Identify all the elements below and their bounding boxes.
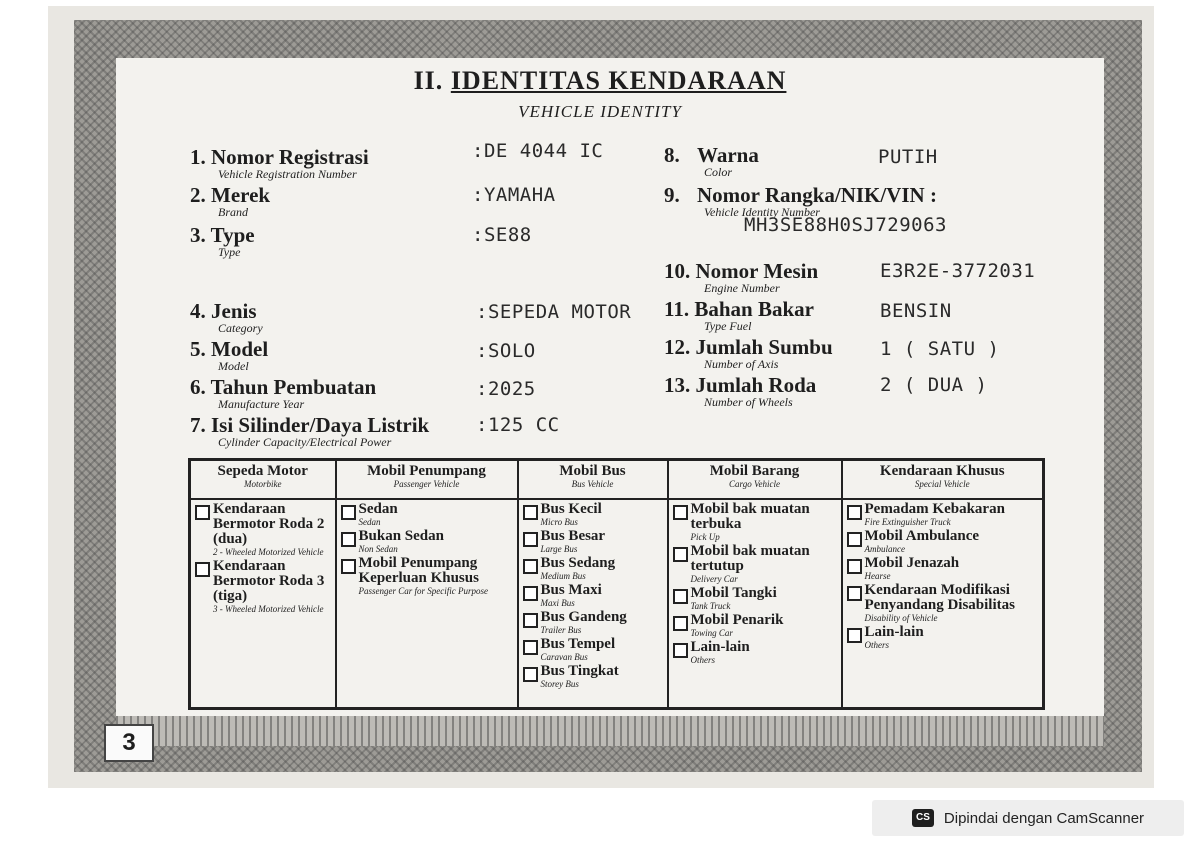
- field-label-en: Model: [218, 359, 249, 373]
- checkbox[interactable]: [195, 505, 210, 520]
- bus-options: [518, 499, 668, 709]
- option-hearse: Mobil Jenazah Hearse: [847, 556, 1039, 581]
- option-large-bus: Bus Besar Large Bus: [523, 529, 663, 554]
- section-subtitle: VEHICLE IDENTITY: [518, 102, 682, 121]
- option-sedan: Sedan Sedan: [341, 502, 513, 527]
- header-bus-vehicle: Mobil Bus Bus Vehicle: [518, 460, 668, 500]
- field-number-of-axis: [664, 336, 833, 370]
- field-number: 6.: [190, 375, 206, 399]
- field-vin: [664, 184, 937, 218]
- checkbox[interactable]: [341, 532, 356, 547]
- field-number: 2.: [190, 183, 206, 207]
- cylinder-capacity-value: :125 CC: [476, 414, 560, 436]
- number-of-wheels-value: 2 ( DUA ): [880, 374, 988, 396]
- checkbox[interactable]: [195, 562, 210, 577]
- field-label-en: Manufacture Year: [218, 397, 305, 411]
- checkbox[interactable]: [341, 505, 356, 520]
- field-label: Model: [211, 337, 269, 361]
- option-special-others: Lain-lain Others: [847, 625, 1039, 650]
- field-registration-number: [190, 146, 369, 180]
- field-number: 3.: [190, 223, 206, 247]
- engine-number-value: E3R2E-3772031: [880, 260, 1036, 282]
- field-label: Bahan Bakar: [694, 297, 814, 321]
- checkbox[interactable]: [523, 505, 538, 520]
- field-category: [190, 300, 263, 334]
- number-of-axis-value: 1 ( SATU ): [880, 338, 1000, 360]
- header-passenger-vehicle: Mobil Penumpang Passenger Vehicle: [336, 460, 518, 500]
- field-manufacture-year: [190, 376, 376, 410]
- option-ambulance: Mobil Ambulance Ambulance: [847, 529, 1039, 554]
- option-2-wheeled: Kendaraan Bermotor Roda 2 (dua) 2 - Wheeled Motorized Vehicle: [195, 502, 331, 557]
- checkbox[interactable]: [847, 559, 862, 574]
- field-fuel-type: [664, 298, 814, 332]
- option-delivery-car: Mobil bak muatan tertutup Delivery Car: [673, 544, 837, 584]
- field-label: Tahun Pembuatan: [210, 375, 377, 399]
- field-label: Nomor Registrasi: [211, 145, 369, 169]
- field-label-en: Engine Number: [704, 281, 780, 295]
- field-label: Isi Silinder/Daya Listrik: [211, 413, 430, 437]
- checkbox[interactable]: [673, 589, 688, 604]
- cargo-options: [668, 499, 842, 709]
- field-label-en: Number of Axis: [704, 357, 779, 371]
- brand-value: :YAMAHA: [472, 184, 556, 206]
- checkbox[interactable]: [847, 586, 862, 601]
- passenger-options: [336, 499, 518, 709]
- camscanner-icon: CS: [912, 809, 934, 827]
- field-label-en: Type Fuel: [704, 319, 752, 333]
- table-options-row: [190, 499, 1044, 709]
- field-label-en: Vehicle Registration Number: [218, 167, 357, 181]
- special-options: [842, 499, 1044, 709]
- checkbox[interactable]: [341, 559, 356, 574]
- vin-value: MH3SE88H0SJ729063: [744, 214, 947, 236]
- field-number: 5.: [190, 337, 206, 361]
- field-label-en: Color: [704, 165, 733, 179]
- option-maxi-bus: Bus Maxi Maxi Bus: [523, 583, 663, 608]
- field-label-en: Cylinder Capacity/Electrical Power: [218, 435, 392, 449]
- option-cargo-others: Lain-lain Others: [673, 640, 837, 665]
- option-towing-car: Mobil Penarik Towing Car: [673, 613, 837, 638]
- field-label-en: Type: [218, 245, 241, 259]
- header-motorbike: Sepeda Motor Motorbike: [190, 460, 336, 500]
- field-type: [190, 224, 255, 258]
- checkbox[interactable]: [847, 505, 862, 520]
- guilloche-bottom-band: [116, 716, 1104, 746]
- option-micro-bus: Bus Kecil Micro Bus: [523, 502, 663, 527]
- field-number-of-wheels: [664, 374, 816, 408]
- option-caravan-bus: Bus Tempel Caravan Bus: [523, 637, 663, 662]
- field-label: Jenis: [211, 299, 257, 323]
- option-pick-up: Mobil bak muatan terbuka Pick Up: [673, 502, 837, 542]
- field-engine-number: [664, 260, 818, 294]
- section-title-text: IDENTITAS KENDARAAN: [450, 66, 787, 95]
- header-special-vehicle: Kendaraan Khusus Special Vehicle: [842, 460, 1044, 500]
- field-number: 11.: [664, 297, 690, 321]
- field-label: Jumlah Roda: [695, 373, 817, 397]
- option-tank-truck: Mobil Tangki Tank Truck: [673, 586, 837, 611]
- checkbox[interactable]: [847, 532, 862, 547]
- field-label: Type: [210, 223, 255, 247]
- field-number: 7.: [190, 413, 206, 437]
- camscanner-watermark: [872, 800, 1184, 836]
- header-cargo-vehicle: Mobil Barang Cargo Vehicle: [668, 460, 842, 500]
- option-non-sedan: Bukan Sedan Non Sedan: [341, 529, 513, 554]
- table-header-row: [190, 460, 1044, 500]
- category-value: :SEPEDA MOTOR: [476, 301, 632, 323]
- option-fire-truck: Pemadam Kebakaran Fire Extinguisher Truck: [847, 502, 1039, 527]
- checkbox[interactable]: [523, 586, 538, 601]
- checkbox[interactable]: [847, 628, 862, 643]
- checkbox[interactable]: [523, 613, 538, 628]
- field-label-en: Number of Wheels: [704, 395, 793, 409]
- option-trailer-bus: Bus Gandeng Trailer Bus: [523, 610, 663, 635]
- model-value: :SOLO: [476, 340, 536, 362]
- option-medium-bus: Bus Sedang Medium Bus: [523, 556, 663, 581]
- field-number: 9.: [664, 183, 680, 207]
- field-label: Nomor Rangka/NIK/VIN :: [697, 183, 937, 207]
- checkbox[interactable]: [523, 532, 538, 547]
- field-number: 4.: [190, 299, 206, 323]
- field-cylinder-capacity: [190, 414, 429, 448]
- section-title: [0, 66, 1200, 96]
- field-number: 1.: [190, 145, 206, 169]
- field-label-en: Vehicle Identity Number: [704, 205, 820, 219]
- field-brand: [190, 184, 270, 218]
- camscanner-text: Dipindai dengan CamScanner: [943, 809, 1145, 827]
- checkbox[interactable]: [673, 616, 688, 631]
- field-label-en: Brand: [218, 205, 248, 219]
- manufacture-year-value: :2025: [476, 378, 536, 400]
- section-title-prefix: II.: [413, 66, 444, 95]
- field-number: 10.: [664, 259, 691, 283]
- checkbox[interactable]: [673, 505, 688, 520]
- field-model: [190, 338, 268, 372]
- field-number: 8.: [664, 143, 680, 167]
- checkbox[interactable]: [523, 559, 538, 574]
- vehicle-category-table: [188, 458, 1045, 710]
- field-label-en: Category: [218, 321, 263, 335]
- field-label: Warna: [697, 143, 759, 167]
- checkbox[interactable]: [673, 643, 688, 658]
- checkbox[interactable]: [523, 640, 538, 655]
- field-number: 12.: [664, 335, 691, 359]
- field-label: Jumlah Sumbu: [695, 335, 833, 359]
- option-special-purpose-car: Mobil Penumpang Keperluan Khusus Passenger Car for Specific Purpose: [341, 556, 513, 596]
- option-3-wheeled: Kendaraan Bermotor Roda 3 (tiga) 3 - Wheeled Motorized Vehicle: [195, 559, 331, 614]
- type-value: :SE88: [472, 224, 532, 246]
- checkbox[interactable]: [673, 547, 688, 562]
- color-value: PUTIH: [878, 146, 938, 168]
- field-number: 13.: [664, 373, 691, 397]
- checkbox[interactable]: [523, 667, 538, 682]
- option-disability-vehicle: Kendaraan Modifikasi Penyandang Disabilitas Disability of Vehicle: [847, 583, 1039, 623]
- page-number: 3: [104, 724, 154, 762]
- fuel-type-value: BENSIN: [880, 300, 952, 322]
- field-color: [664, 144, 759, 178]
- registration-number-value: :DE 4044 IC: [472, 140, 604, 162]
- field-label: Nomor Mesin: [695, 259, 819, 283]
- motorbike-options: [190, 499, 336, 709]
- field-label: Merek: [211, 183, 271, 207]
- option-storey-bus: Bus Tingkat Storey Bus: [523, 664, 663, 689]
